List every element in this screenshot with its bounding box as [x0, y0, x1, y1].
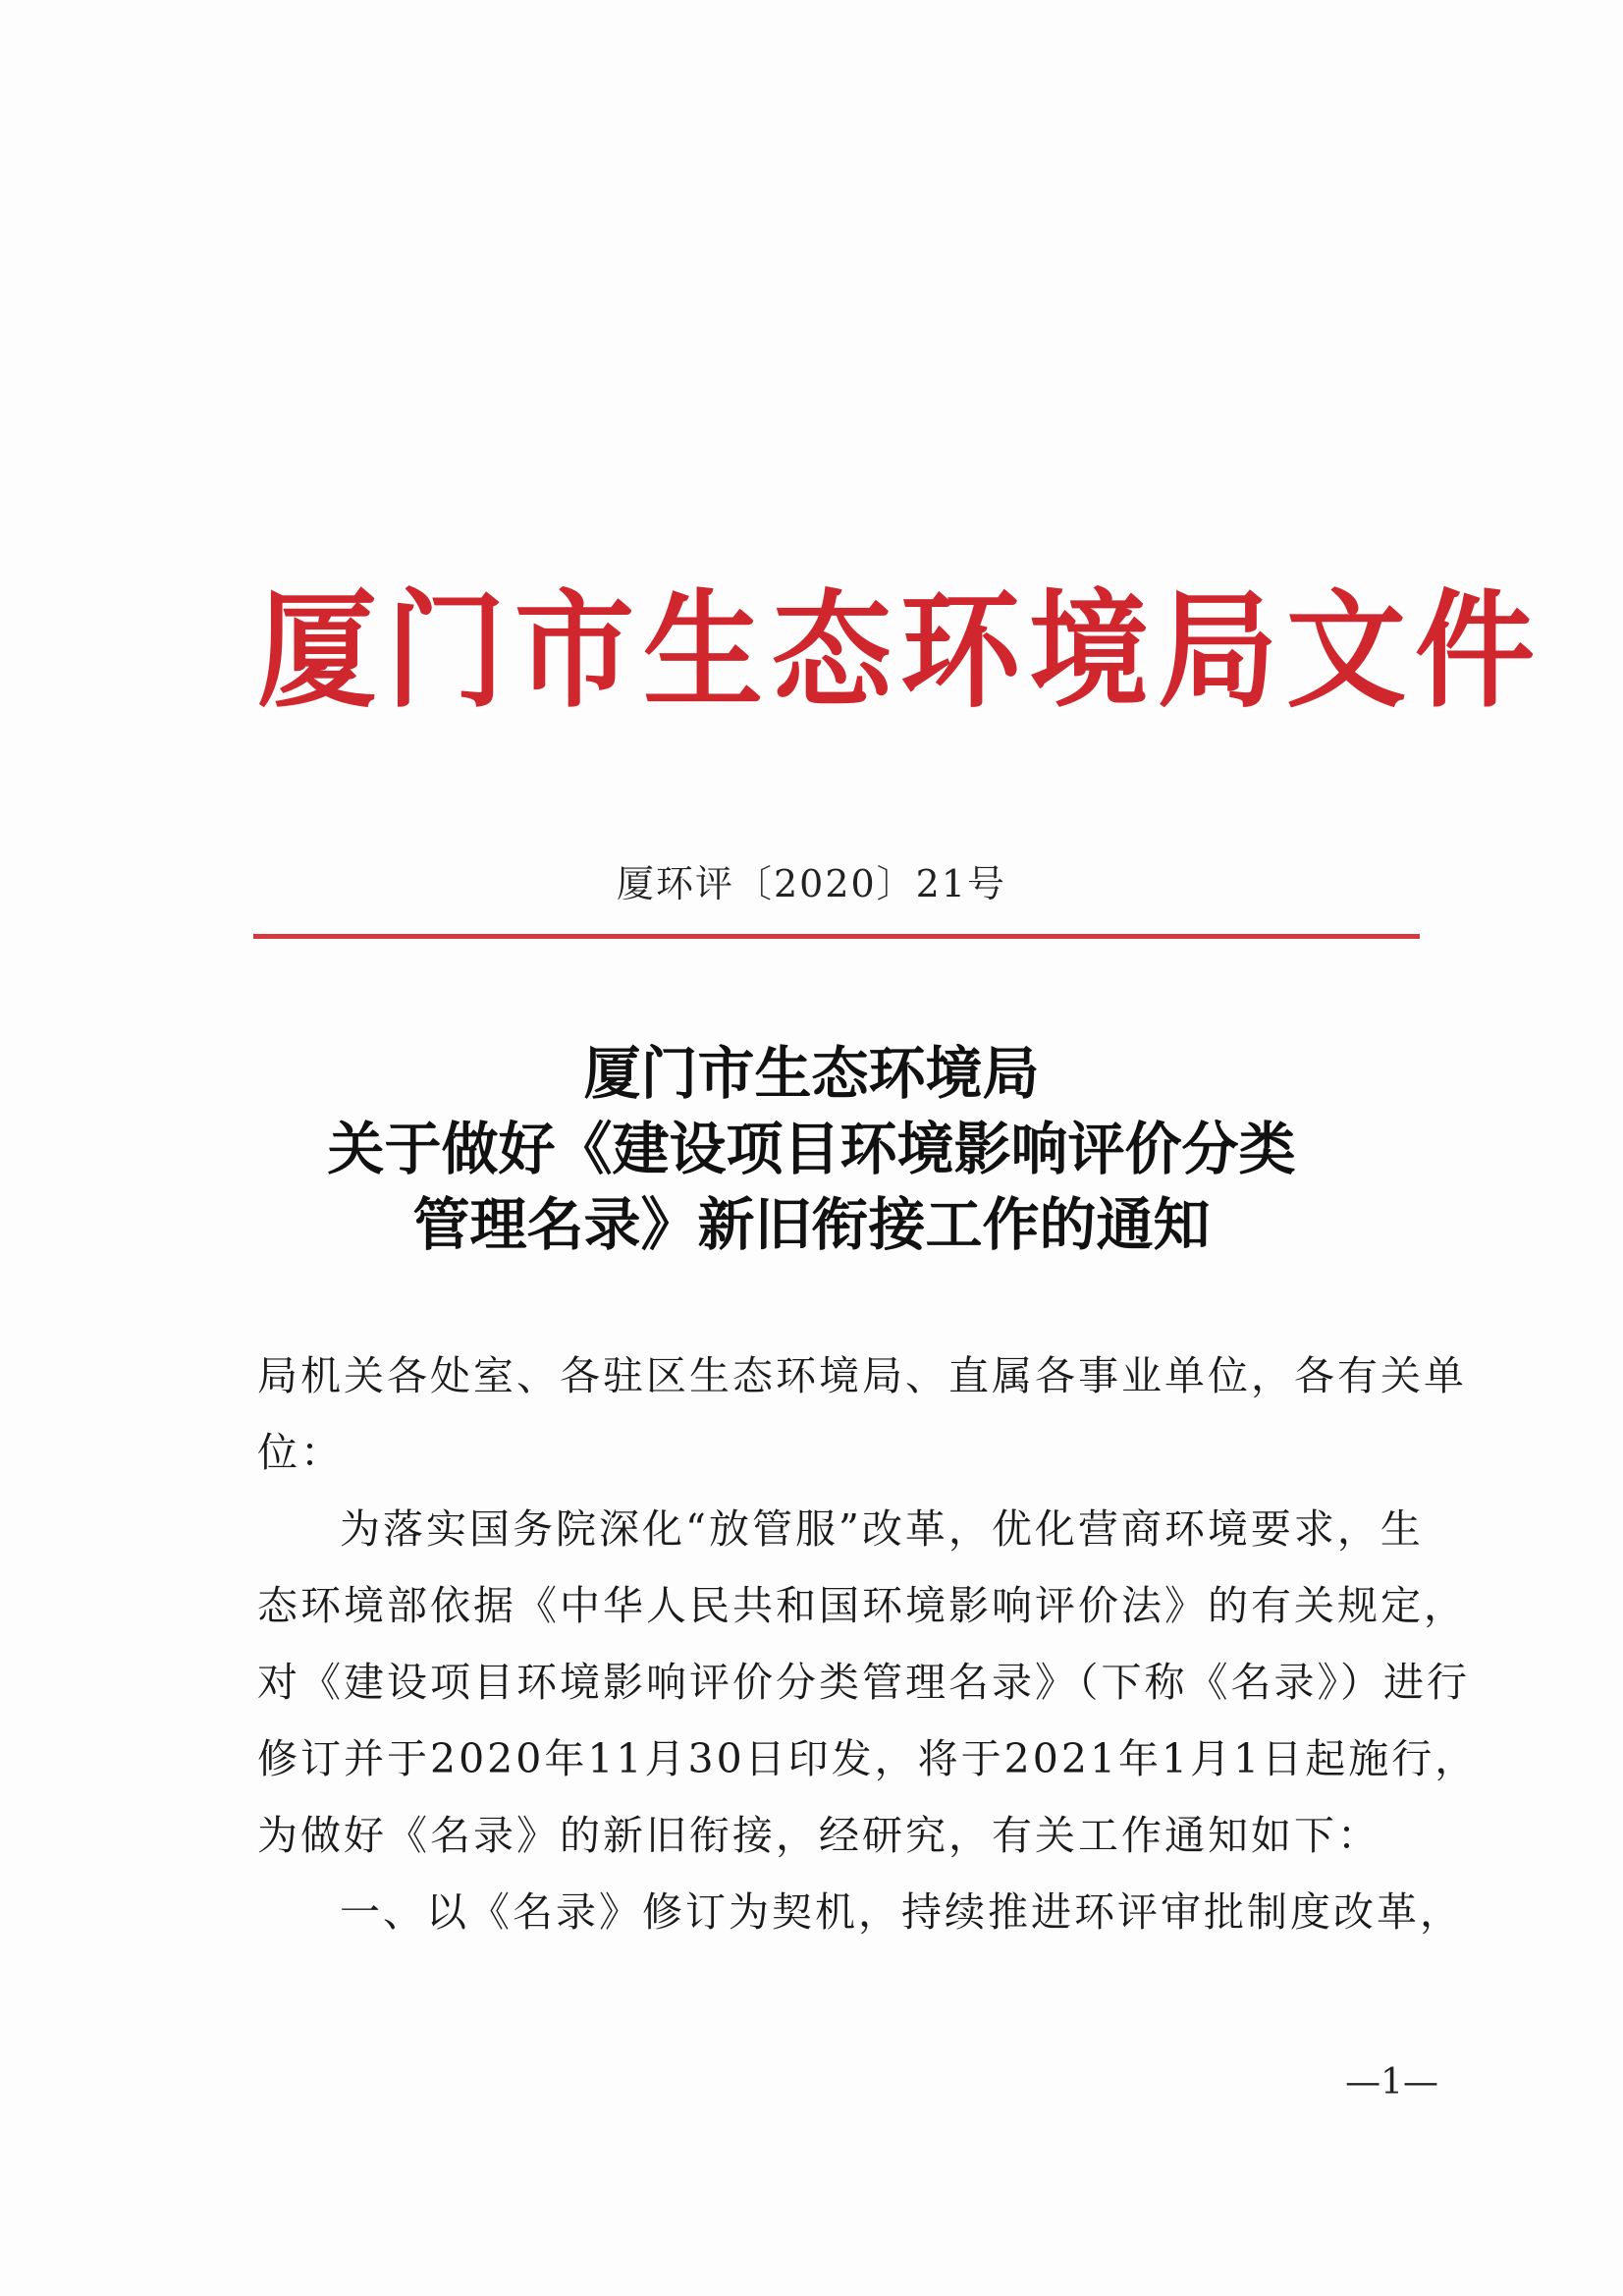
title-line-2: 关于做好《建设项目环境影响评价分类: [327, 1116, 1296, 1182]
red-divider-rule: [253, 934, 1420, 939]
page-number: —1—: [1345, 2062, 1438, 2103]
body-paragraph-line: 为落实国务院深化“放管服”改革，优化营商环境要求，生: [340, 1505, 1424, 1553]
addressee-line: 局机关各处室、各驻区生态环境局、直属各事业单位，各有关单: [257, 1352, 1467, 1399]
body-paragraph-line: 为做好《名录》的新旧衔接，经研究，有关工作通知如下：: [257, 1812, 1380, 1859]
body-paragraph-line: 态环境部依据《中华人民共和国环境影响评价法》的有关规定，: [257, 1582, 1467, 1629]
title-line-3: 管理名录》新旧衔接工作的通知: [412, 1191, 1211, 1258]
section-heading-line: 一、以《名录》修订为契机，持续推进环评审批制度改革，: [340, 1888, 1463, 1936]
body-paragraph-line: 修订并于2020年11月30日印发，将于2021年1月1日起施行，: [257, 1735, 1479, 1782]
document-masthead: 厦门市生态环境局文件: [257, 574, 1543, 726]
document-title: [0, 1036, 1623, 1263]
document-number: 厦环评〔2020〕21号: [616, 862, 1007, 905]
title-line-1: 厦门市生态环境局: [583, 1040, 1040, 1107]
document-body: [257, 1338, 1479, 1950]
addressee-line: 位：: [257, 1429, 344, 1476]
body-paragraph-line: 对《建设项目环境影响评价分类管理名录》（下称《名录》）进行: [257, 1659, 1470, 1706]
